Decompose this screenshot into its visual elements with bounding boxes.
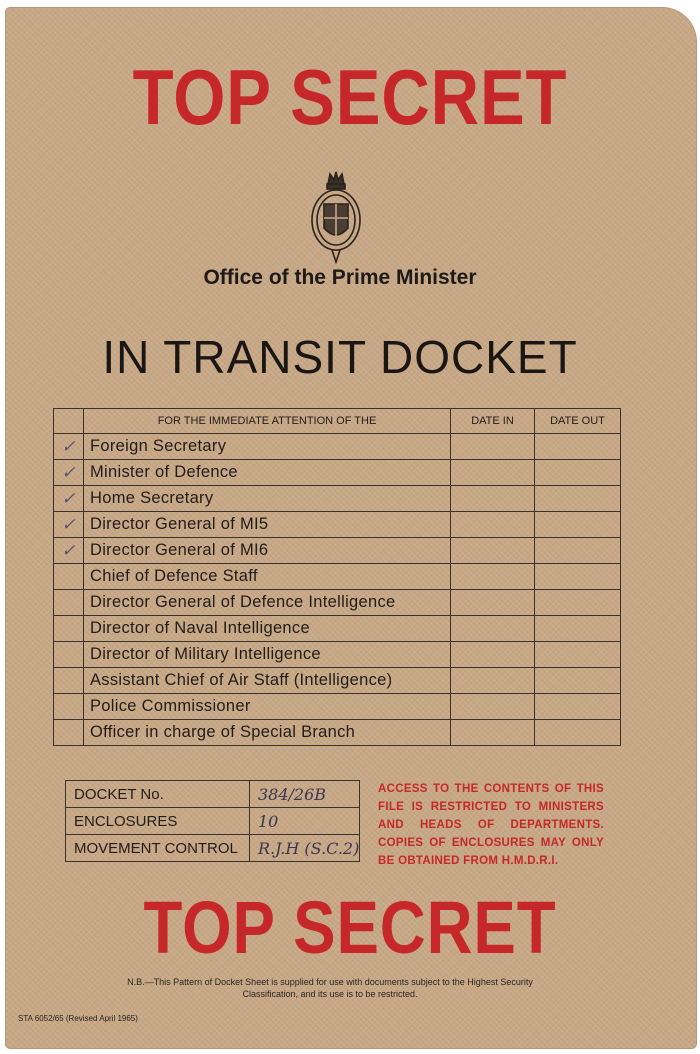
date-out-cell (535, 590, 621, 616)
recipient-label: Director General of MI6 (84, 538, 451, 564)
date-out-cell (535, 486, 621, 512)
enclosures-label: ENCLOSURES (66, 808, 250, 835)
recipient-label: Home Secretary (84, 486, 451, 512)
date-out-header: DATE OUT (535, 409, 621, 434)
date-in-cell (451, 460, 535, 486)
tick-mark (54, 616, 84, 642)
tick-mark (54, 642, 84, 668)
date-in-cell (451, 668, 535, 694)
recipient-label: Director of Military Intelligence (84, 642, 451, 668)
docket-number-label: DOCKET No. (66, 781, 250, 808)
tick-mark: ✓ (54, 460, 84, 486)
routing-row (54, 486, 621, 512)
nb-note: N.B.—This Pattern of Docket Sheet is supplied for use with documents subject to the Highest Security Classification, and its use is to be restricted. (127, 977, 533, 999)
recipient-label: Director of Naval Intelligence (84, 616, 451, 642)
recipient-label: Minister of Defence (84, 460, 451, 486)
recipient-label: Officer in charge of Special Branch (84, 720, 451, 746)
routing-row (54, 512, 621, 538)
date-out-cell (535, 538, 621, 564)
routing-row (54, 616, 621, 642)
date-out-cell (535, 720, 621, 746)
tick-mark: ✓ (54, 512, 84, 538)
movement-control-label: MOVEMENT CONTROL (66, 835, 250, 862)
date-out-cell (535, 512, 621, 538)
routing-table (53, 408, 621, 746)
routing-row (54, 434, 621, 460)
date-out-cell (535, 564, 621, 590)
recipient-label: Assistant Chief of Air Staff (Intelligence) (84, 668, 451, 694)
movement-control-value: R.J.H (S.C.2) (250, 835, 360, 862)
office-title: Office of the Prime Minister (203, 266, 477, 289)
docket-heading: IN TRANSIT DOCKET (102, 331, 578, 383)
attention-header: FOR THE IMMEDIATE ATTENTION OF THE (84, 409, 451, 434)
routing-row (54, 460, 621, 486)
routing-row (54, 564, 621, 590)
routing-row (54, 668, 621, 694)
routing-row (54, 720, 621, 746)
recipient-label: Director General of MI5 (84, 512, 451, 538)
tick-column-header (54, 409, 84, 434)
recipient-label: Chief of Defence Staff (84, 564, 451, 590)
docket-number-row (66, 781, 360, 808)
tick-mark (54, 590, 84, 616)
routing-row (54, 590, 621, 616)
enclosures-value: 10 (250, 808, 360, 835)
royal-crest-icon (306, 170, 366, 266)
tick-mark: ✓ (54, 538, 84, 564)
date-in-cell (451, 616, 535, 642)
routing-row (54, 694, 621, 720)
access-notice: ACCESS TO THE CONTENTS OF THIS FILE IS RESTRICTED TO MINISTERS AND HEADS OF DEPARTMENTS. COPIES OF ENCLOSURES MAY ONLY BE OBTAINED FROM H.M.D.R.I. (378, 783, 604, 867)
recipient-label: Foreign Secretary (84, 434, 451, 460)
recipient-label: Director General of Defence Intelligence (84, 590, 451, 616)
date-in-cell (451, 590, 535, 616)
docket-control-table (65, 780, 360, 862)
date-out-cell (535, 642, 621, 668)
date-out-cell (535, 616, 621, 642)
tick-mark: ✓ (54, 434, 84, 460)
tick-mark (54, 564, 84, 590)
form-reference: STA 6052/65 (Revised April 1965) (18, 1014, 138, 1023)
classification-top: TOP SECRET (132, 53, 568, 141)
date-out-cell (535, 434, 621, 460)
date-out-cell (535, 668, 621, 694)
docket-number-value: 384/26B (250, 781, 360, 808)
routing-header-row (54, 409, 621, 434)
tick-mark (54, 694, 84, 720)
tick-mark (54, 720, 84, 746)
date-in-header: DATE IN (451, 409, 535, 434)
date-in-cell (451, 642, 535, 668)
tick-mark (54, 668, 84, 694)
date-out-cell (535, 694, 621, 720)
date-in-cell (451, 720, 535, 746)
routing-row (54, 538, 621, 564)
date-in-cell (451, 564, 535, 590)
classification-bottom: TOP SECRET (143, 886, 557, 969)
date-out-cell (535, 460, 621, 486)
date-in-cell (451, 538, 535, 564)
date-in-cell (451, 694, 535, 720)
enclosures-row (66, 808, 360, 835)
date-in-cell (451, 486, 535, 512)
tick-mark: ✓ (54, 486, 84, 512)
movement-control-row (66, 835, 360, 862)
date-in-cell (451, 512, 535, 538)
routing-row (54, 642, 621, 668)
recipient-label: Police Commissioner (84, 694, 451, 720)
date-in-cell (451, 434, 535, 460)
